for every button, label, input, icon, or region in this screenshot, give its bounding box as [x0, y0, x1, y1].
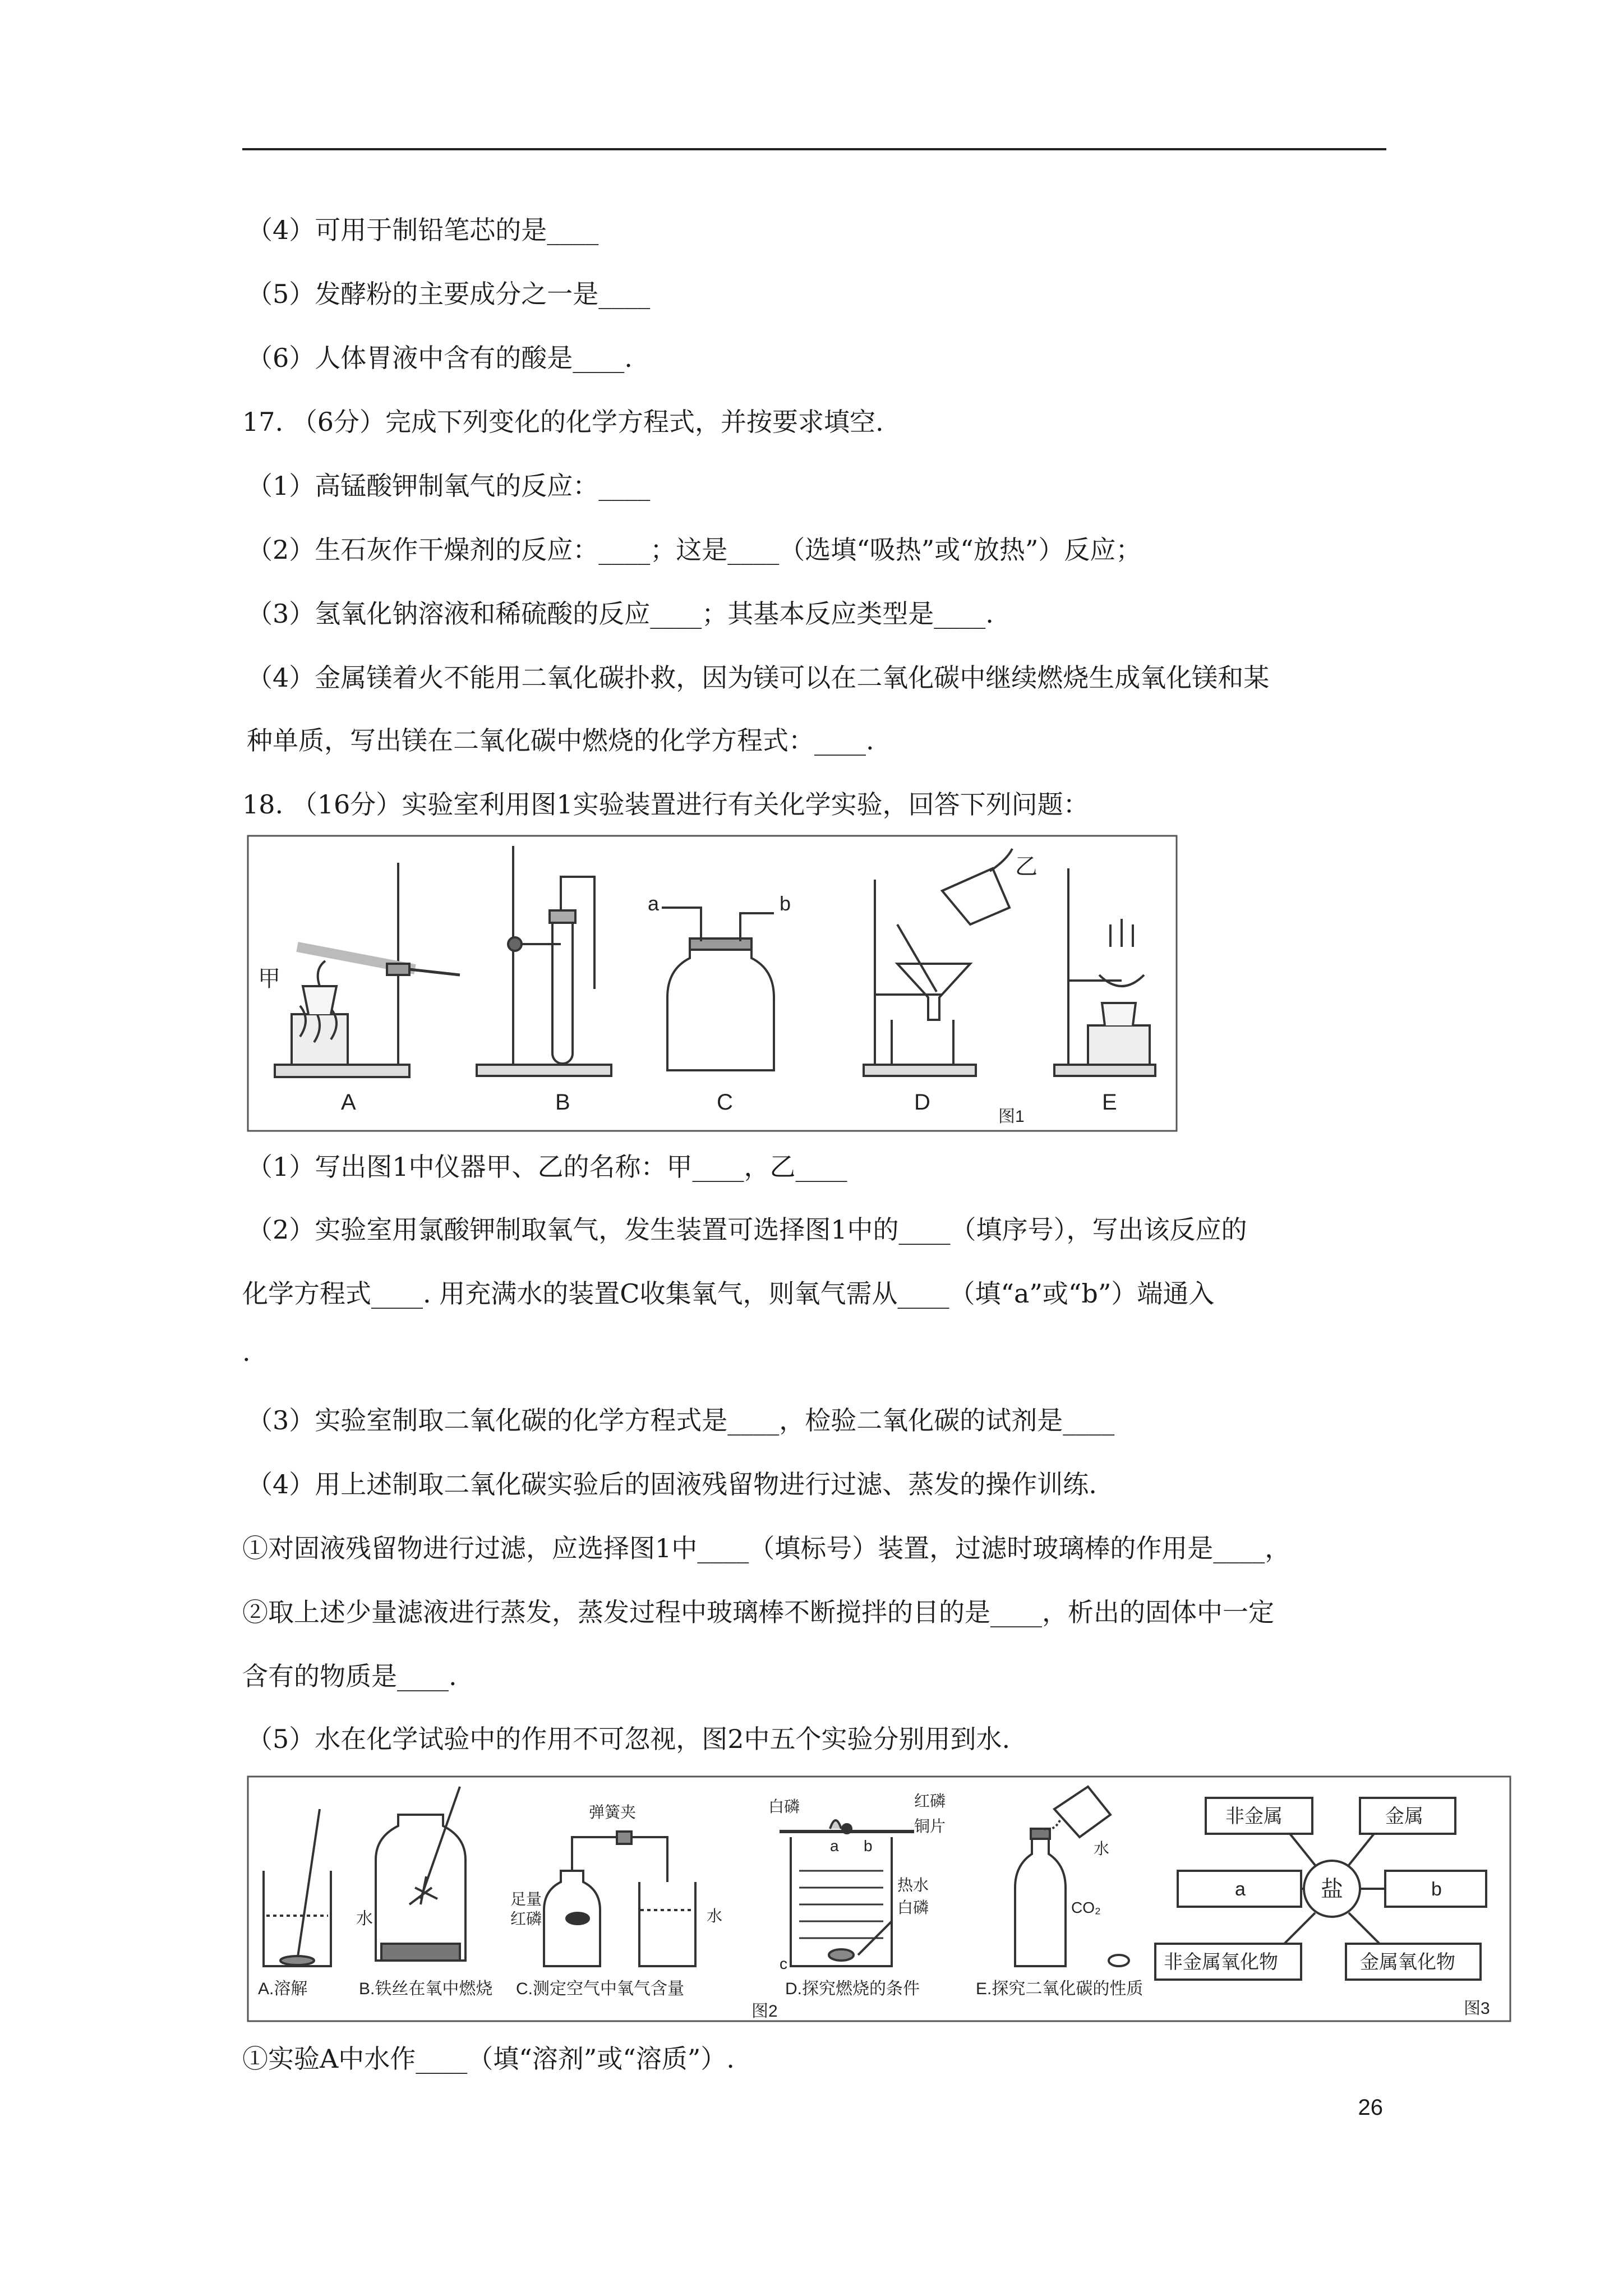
- caption-a: A.溶解: [258, 1980, 308, 1998]
- experiment-d: [780, 1820, 914, 1966]
- label-hot-water: 热水: [897, 1876, 929, 1894]
- q16-item-6: （6）人体胃液中含有的酸是____.: [247, 343, 633, 373]
- label-water-c: 水: [707, 1907, 723, 1925]
- label-white-phosphorus-top: 白磷: [768, 1798, 800, 1815]
- q16-item-4: （4）可用于制铅笔芯的是____: [247, 215, 599, 245]
- apparatus-e: [1054, 868, 1155, 1076]
- header-rule: [242, 148, 1386, 150]
- q18-item-3: （3）实验室制取二氧化碳的化学方程式是____，检验二氧化碳的试剂是____: [247, 1405, 1115, 1435]
- label-d: D: [914, 1090, 930, 1115]
- caption-d: D.探究燃烧的条件: [785, 1980, 920, 1998]
- q18-item-2-line1: （2）实验室用氯酸钾制取氧气，发生装置可选择图1中的____（填序号），写出该反应的: [247, 1214, 1247, 1245]
- label-red-phosphorus-c: 红磷: [510, 1910, 542, 1927]
- q18-item-5-sub1: ①实验A中水作____（填“溶剂”或“溶质”）.: [242, 2044, 735, 2074]
- label-c: C: [717, 1090, 733, 1115]
- label-e: E: [1102, 1090, 1117, 1115]
- experiment-b: [376, 1787, 465, 1961]
- q18-item-2-line3: .: [242, 1337, 251, 1367]
- label-water-e: 水: [1094, 1840, 1110, 1857]
- label-copper: 铜片: [914, 1818, 946, 1835]
- box-b: b: [1431, 1879, 1442, 1900]
- figure-3-caption: 图3: [1464, 1999, 1490, 2018]
- caption-e: E.探究二氧化碳的性质: [976, 1980, 1144, 1998]
- figure-2-caption: 图2: [751, 2002, 778, 2021]
- q17-item-3: （3）氢氧化钠溶液和稀硫酸的反应____；其基本反应类型是____.: [247, 599, 994, 629]
- box-a: a: [1235, 1879, 1246, 1900]
- q18-title: 18. （16分）实验室利用图1实验装置进行有关化学实验，回答下列问题：: [242, 789, 1089, 820]
- q18-item-4-sub2-line2: 含有的物质是____.: [242, 1661, 457, 1691]
- q18-item-1: （1）写出图1中仪器甲、乙的名称：甲____，乙____: [247, 1152, 847, 1182]
- q18-item-4-sub2-line1: ②取上述少量滤液进行蒸发，蒸发过程中玻璃棒不断搅拌的目的是____，析出的固体中一定: [242, 1597, 1274, 1627]
- apparatus-a: [275, 863, 460, 1077]
- label-a: A: [341, 1090, 356, 1115]
- page-number: 26: [1358, 2095, 1383, 2120]
- q18-item-4-sub1: ①对固液残留物进行过滤，应选择图1中____（填标号）装置，过滤时玻璃棒的作用是____，: [242, 1533, 1291, 1563]
- figure-1: [247, 835, 1178, 1132]
- label-water-b: 水: [356, 1910, 373, 1928]
- box-nonmetal: 非金属: [1225, 1806, 1283, 1827]
- q18-item-4: （4）用上述制取二氧化碳实验后的固液残留物进行过滤、蒸发的操作训练.: [247, 1469, 1097, 1499]
- label-b-d: b: [864, 1837, 873, 1855]
- q17-item-1: （1）高锰酸钾制氧气的反应：____: [247, 471, 651, 501]
- experiment-e: [1015, 1787, 1129, 1966]
- label-red-phosphorus-d: 红磷: [914, 1792, 946, 1810]
- q17-item-4-line1: （4）金属镁着火不能用二氧化碳扑救，因为镁可以在二氧化碳中继续燃烧生成氧化镁和某: [247, 662, 1270, 693]
- caption-b: B.铁丝在氧中燃烧: [359, 1980, 493, 1998]
- figure-1-caption: 图1: [998, 1107, 1025, 1126]
- box-metal: 金属: [1385, 1806, 1423, 1827]
- q17-item-2: （2）生石灰作干燥剂的反应：____；这是____（选填“吸热”或“放热”）反应；: [247, 535, 1142, 565]
- label-co2: CO₂: [1071, 1899, 1101, 1916]
- label-yi: 乙: [1015, 854, 1038, 879]
- label-a-d: a: [830, 1837, 839, 1855]
- label-enough: 足量: [510, 1890, 542, 1908]
- port-a: a: [648, 892, 660, 915]
- apparatus-d: [864, 849, 1012, 1076]
- port-b: b: [780, 892, 791, 915]
- box-metal-oxide: 金属氧化物: [1360, 1952, 1455, 1973]
- experiment-c: [544, 1832, 695, 1966]
- experiment-a: [264, 1809, 331, 1966]
- q16-item-5: （5）发酵粉的主要成分之一是____: [247, 279, 651, 309]
- q17-item-4-line2: 种单质，写出镁在二氧化碳中燃烧的化学方程式：____.: [247, 725, 874, 756]
- q17-title: 17. （6分）完成下列变化的化学方程式，并按要求填空.: [242, 407, 884, 437]
- apparatus-c: [662, 908, 774, 1070]
- q18-item-5: （5）水在化学试验中的作用不可忽视，图2中五个实验分别用到水.: [247, 1724, 1011, 1754]
- figure-2-and-3: [247, 1775, 1511, 2022]
- label-white-phosphorus-bottom: 白磷: [897, 1899, 929, 1916]
- label-b: B: [555, 1090, 570, 1115]
- apparatus-b: [477, 846, 611, 1076]
- center-salt: 盐: [1321, 1877, 1343, 1902]
- label-jia: 甲: [258, 967, 280, 991]
- q18-item-2-line2: 化学方程式____. 用充满水的装置C收集氧气，则氧气需从____（填“a”或“b”）端通入: [242, 1278, 1215, 1309]
- caption-c: C.测定空气中氧气含量: [516, 1980, 684, 1998]
- label-spring-clip: 弹簧夹: [589, 1803, 637, 1821]
- label-c-d: c: [780, 1955, 787, 1972]
- box-nonmetal-oxide: 非金属氧化物: [1164, 1952, 1278, 1973]
